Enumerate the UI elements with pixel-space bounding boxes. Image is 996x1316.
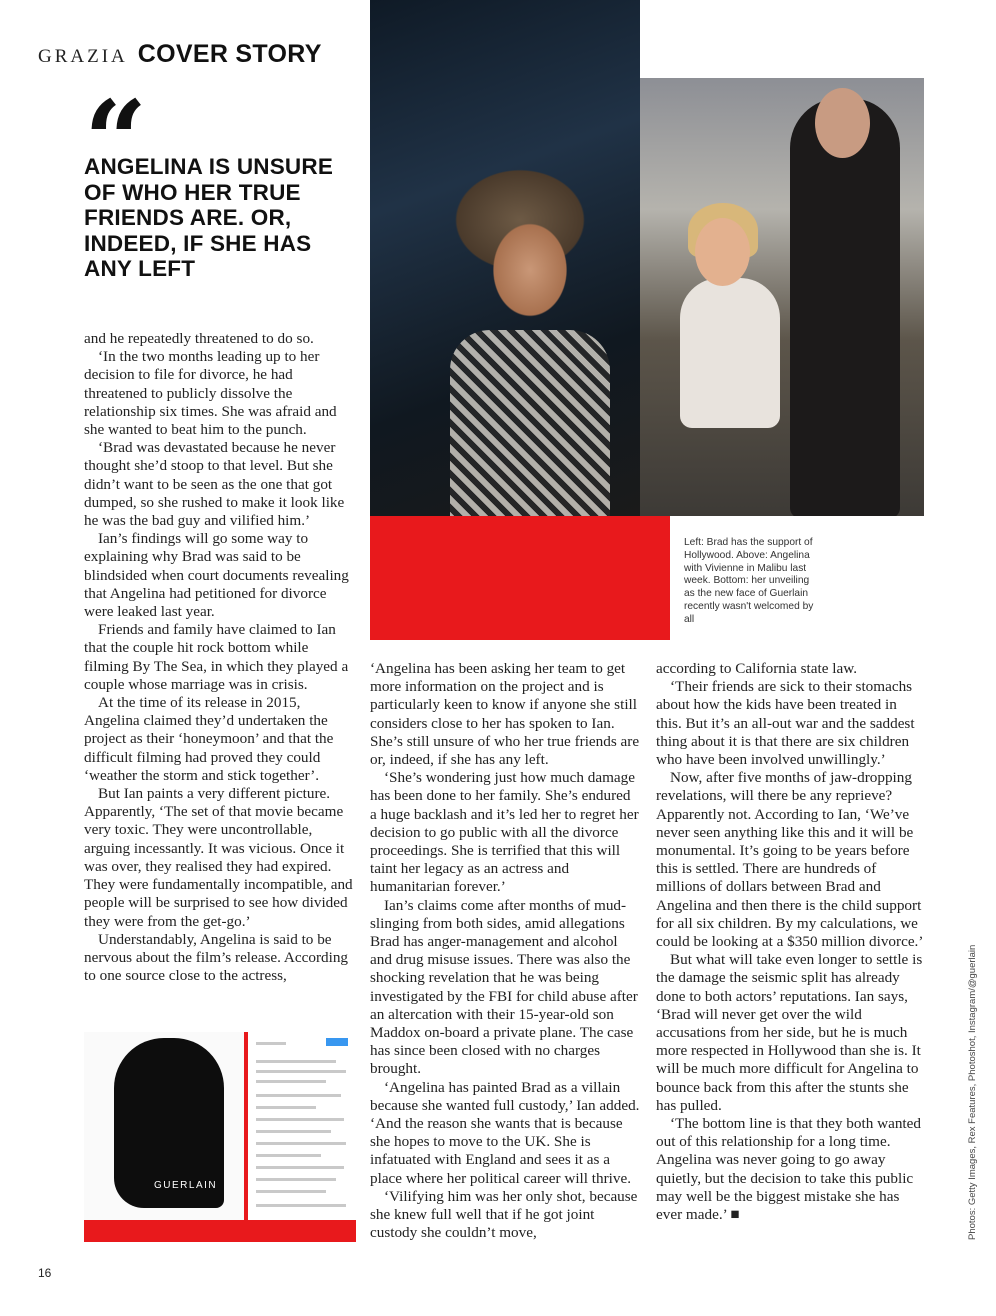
paragraph: ‘She’s wondering just how much damage has been done to her family. She’s endured a huge backlash and it’s led her to regret her decision to go public with all the divorce proceedings. She is terrified that this will taint her legacy as an actress and humanitarian forever.’: [370, 769, 639, 896]
quote-mark-icon: “: [84, 76, 148, 205]
text-line: [256, 1204, 346, 1207]
paragraph: Ian’s claims come after months of mud-slinging from both sides, amid allegations Brad has anger-management and alcohol and drug misuse issues. There was also the shocking revelation that he was being investigated by the FBI for child abuse after an altercation with their 15-year-old son Maddox on-board a private plane. The case has since been closed with no charges brought.: [370, 896, 638, 1078]
ad-brand-label: GUERLAIN: [154, 1180, 218, 1191]
photo-credit: Photos: Getty Images, Rex Features, Photoshot, Instagram/@guerlain: [967, 944, 978, 1240]
paragraph: Ian’s findings will go some way to explaining why Brad was said to be blindsided when court documents revealing that Angelina had petitioned for divorce were leaked last year.: [84, 530, 349, 621]
text-line: [256, 1154, 321, 1157]
text-line: [256, 1142, 346, 1145]
text-line: [256, 1060, 336, 1063]
pull-quote: ANGELINA IS UNSURE OF WHO HER TRUE FRIENDS ARE. OR, INDEED, IF SHE HAS ANY LEFT: [84, 154, 334, 281]
paragraph: ‘Angelina has painted Brad as a villain because she wanted full custody,’ Ian added. ‘And the reason she wants that is because she hopes to move to the UK. She is infatuated with England and sees it as a place where her political career will thrive.: [370, 1078, 640, 1187]
vivienne-head: [695, 218, 750, 286]
red-accent-tab: [640, 516, 670, 640]
text-line: [256, 1130, 331, 1133]
paragraph: ‘The bottom line is that they both wanted out of this relationship for a long time. Angelina was never going to go away quietly, but the decision to take this public may well be the biggest mistake she has ever made.’ ■: [656, 1115, 921, 1224]
article-column-3: [656, 660, 926, 1224]
page-number: 16: [38, 1266, 52, 1280]
paragraph: But what will take even longer to settle is the damage the seismic split has already done to both actors’ reputations. Ian says, ‘Brad will never get over the wild accusations from her side, but he is much more respected in Hollywood than she is. It will be much more difficult for Angelina to bounce back from this after the stunts she has pulled.: [656, 951, 923, 1114]
angelina-figure: [790, 98, 900, 516]
text-line: [256, 1080, 326, 1083]
photo-caption: Left: Brad has the support of Hollywood. Above: Angelina with Vivienne in Malibu last week. Bottom: her unveiling as the new face of Guerlain recently wasn't welcomed by all: [684, 537, 814, 625]
paragraph: ‘Their friends are sick to their stomachs about how the kids have been treated in this. But it’s an all-out war and the saddest thing about it is that there are six children who have been involved unwillingly.’: [656, 678, 915, 769]
text-line: [256, 1166, 344, 1169]
paragraph: But Ian paints a very different picture. Apparently, ‘The set of that movie became very toxic. They were uncontrollable, arguing incessantly. It was vicious. Once it was over, they realised they had expired. They were fundamentally incompatible, and people will be surprised to see how divided they were from the get-go.’: [84, 785, 353, 930]
angelina-photo: [640, 78, 924, 516]
text-line: [256, 1118, 344, 1121]
paragraph: according to California state law.: [656, 660, 858, 677]
paragraph: Understandably, Angelina is said to be nervous about the film’s release. According to one source close to the actress,: [84, 930, 349, 985]
paragraph: ‘In the two months leading up to her decision to file for divorce, he had threatened to publicly dissolve the relationship six times. She was afraid and she wanted to beat him to the punch.: [84, 348, 337, 439]
text-line: [256, 1070, 346, 1073]
masthead: [38, 40, 322, 69]
paragraph: ‘Brad was devastated because he never thought she’d stoop to that level. But she didn’t want to be seen as the one that got dumped, so she rushed to make it look like he was the bad guy and vilified him.’: [84, 439, 345, 530]
magazine-brand: GRAZIA: [38, 46, 128, 67]
paragraph: ‘Vilifying him was her only shot, because she knew full well that if he got joint custody she couldn’t move,: [370, 1187, 638, 1242]
paragraph: and he repeatedly threatened to do so.: [84, 330, 314, 347]
paragraph: Friends and family have claimed to Ian that the couple hit rock bottom while filming By The Sea, in which they played a couple whose marriage was in crisis.: [84, 621, 349, 693]
paragraph: ‘Angelina has been asking her team to get more information on the project and is particularly keen to know if anyone she still considers close to her has spoken to Ian. She’s still unsure of who her true friends are or, indeed, if she has any left.: [370, 660, 640, 769]
vivienne-figure: [680, 278, 780, 428]
text-line: [256, 1178, 336, 1181]
text-line: [256, 1094, 341, 1097]
follow-button: [326, 1038, 348, 1046]
instagram-post-panel: [248, 1032, 356, 1220]
angelina-head: [815, 88, 870, 158]
paragraph: At the time of its release in 2015, Angelina claimed they’d undertaken the project as their ‘honeymoon’ and that the difficult filming had proved they could ‘weather the storm and stick together’.: [84, 694, 334, 784]
paragraph: Now, after five months of jaw-dropping revelations, will there be any reprieve? Apparently not. According to Ian, ‘We’ve never seen anything like this and it will be monumental. It’s going to be years before this is settled. There are hundreds of millions of dollars between Brad and Angelina and then there is the child support for all six children. By my calculations, we could be looking at a $350 million divorce.’: [656, 769, 924, 951]
text-line: [256, 1106, 316, 1109]
text-line: [256, 1190, 326, 1193]
ad-poster: [84, 1032, 244, 1220]
section-title: COVER STORY: [137, 40, 322, 68]
brad-photo: [370, 0, 640, 516]
text-line: [256, 1042, 286, 1045]
guerlain-ad: [84, 1032, 356, 1242]
article-column-1: [84, 330, 354, 985]
article-column-2: [370, 660, 640, 1243]
